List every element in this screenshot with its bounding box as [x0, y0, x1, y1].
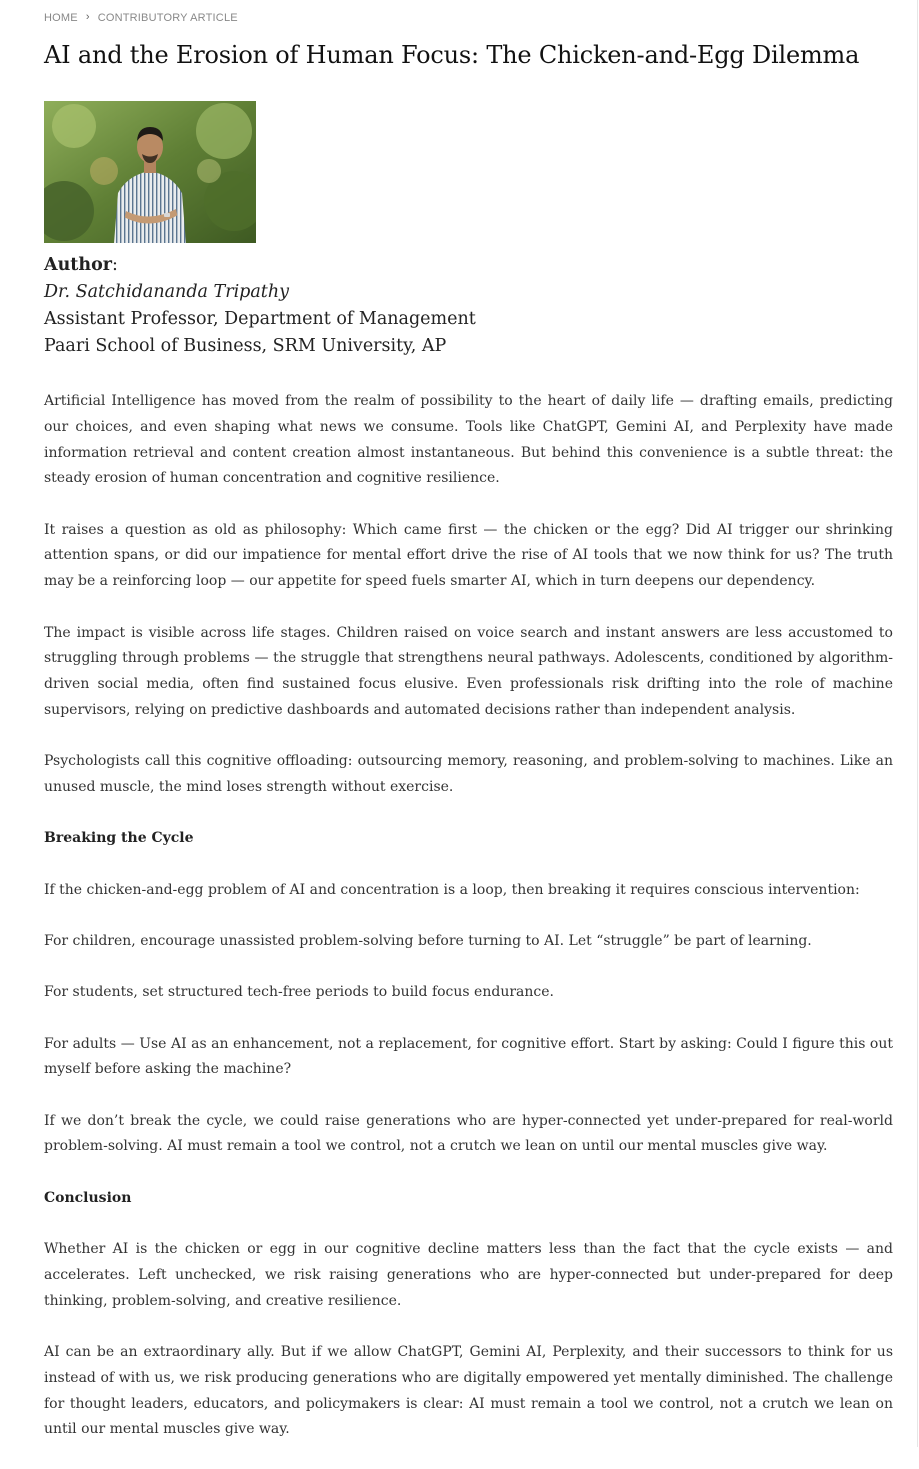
section-heading-conclusion: Conclusion: [44, 1189, 132, 1206]
chevron-right-icon: ›: [85, 11, 90, 23]
article-paragraph: Artificial Intelligence has moved from the realm of possibility to the heart of daily life — drafting emails, predicting our choices, and even shaping what news we consume. Tools like ChatGPT, Gemini AI, and Perplexity have made information retrieval and content creation almost instantaneous. But behind this convenience is a subtle threat: the steady erosion of human concentration and cognitive resilience.: [44, 393, 893, 487]
section-heading-breaking-the-cycle: Breaking the Cycle: [44, 830, 194, 847]
article-paragraph: The impact is visible across life stages. Children raised on voice search and instant answers are less accustomed to struggling through problems — the struggle that strengthens neural pathways. Adolescents, conditioned by algorithm-driven social media, often find sustained focus elusive. Even professionals risk drifting into the role of machine supervisors, relying on predictive dashboards and automated decisions rather than independent analysis.: [44, 624, 893, 718]
article-paragraph: It raises a question as old as philosophy: Which came first — the chicken or the egg? Did AI trigger our shrinking attention spans, or did our impatience for mental effort drive the rise of AI tools that we now think for us? The truth may be a reinforcing loop — our appetite for speed fuels smarter AI, which in turn deepens our dependency.: [44, 521, 893, 590]
author-label-colon: :: [112, 255, 118, 275]
page-title: AI and the Erosion of Human Focus: The Chicken-and-Egg Dilemma: [44, 41, 860, 69]
article-body: [44, 389, 893, 1469]
article-paragraph: For adults — Use AI as an enhancement, not a replacement, for cognitive effort. Start by asking: Could I figure this out myself before asking the machine?: [44, 1035, 893, 1078]
article-paragraph: For children, encourage unassisted problem-solving before turning to AI. Let “struggle” be part of learning.: [44, 932, 812, 949]
article-paragraph: For students, set structured tech-free periods to build focus endurance.: [44, 984, 554, 1001]
article-paragraph: If we don’t break the cycle, we could raise generations who are hyper-connected yet under-prepared for real-world problem-solving. AI must remain a tool we control, not a crutch we lean on until our mental muscles give way.: [44, 1112, 893, 1155]
breadcrumb: [44, 12, 238, 24]
breadcrumb-home-link[interactable]: HOME: [44, 12, 78, 24]
author-designation: Assistant Professor, Department of Management: [44, 309, 476, 329]
author-label-line: [44, 252, 476, 279]
author-institution: Paari School of Business, SRM University, AP: [44, 336, 447, 356]
article-paragraph: Psychologists call this cognitive offloading: outsourcing memory, reasoning, and problem-solving to machines. Like an unused muscle, the mind loses strength without exercise.: [44, 753, 893, 796]
article-paragraph: Whether AI is the chicken or egg in our cognitive decline matters less than the fact that the cycle exists — and accelerates. Left unchecked, we risk raising generations who are hyper-connected but under-prepared for deep thinking, problem-solving, and creative resilience.: [44, 1241, 893, 1309]
author-photo: [44, 101, 256, 243]
article-paragraph: AI can be an extraordinary ally. But if we allow ChatGPT, Gemini AI, Perplexity, and their successors to think for us instead of with us, we risk producing generations who are digitally empowered yet mentally diminished. The challenge for thought leaders, educators, and policymakers is clear: AI must remain a tool we control, not a crutch we lean on until our mental muscles give way.: [44, 1343, 893, 1438]
article-paragraph: If the chicken-and-egg problem of AI and concentration is a loop, then breaking it requires conscious intervention:: [44, 881, 860, 898]
author-info: [44, 252, 476, 360]
breadcrumb-current-link[interactable]: CONTRIBUTORY ARTICLE: [97, 12, 238, 24]
author-name: Dr. Satchidananda Tripathy: [44, 282, 289, 302]
author-label: Author: [44, 255, 113, 275]
